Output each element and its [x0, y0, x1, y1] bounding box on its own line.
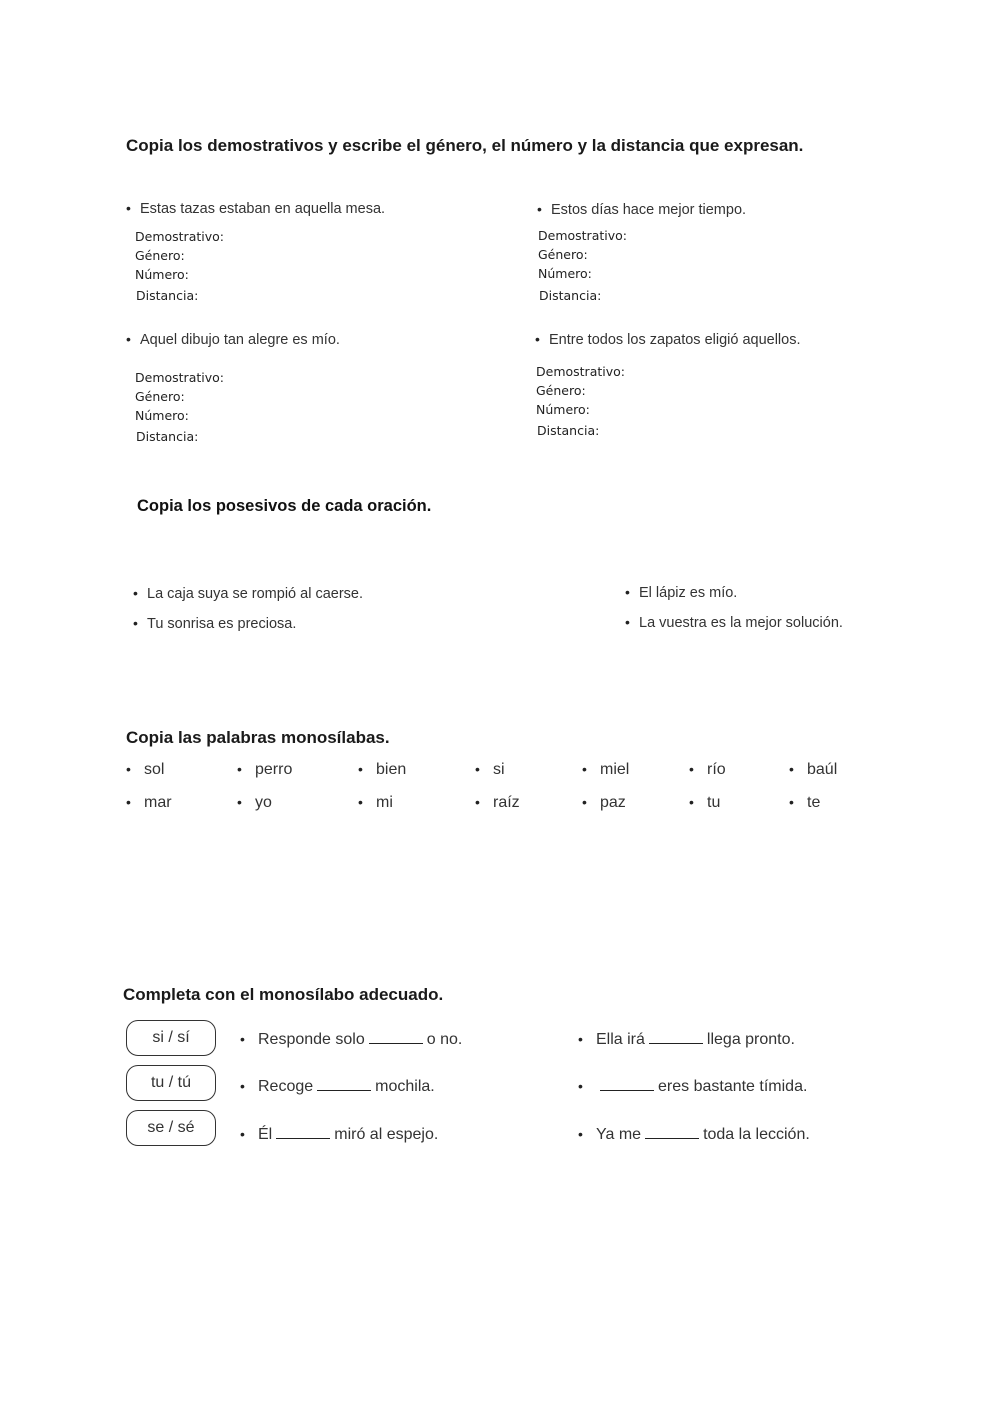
genero-label: Género: [135, 248, 185, 263]
fill-sentence: • Recoge mochila. [240, 1078, 435, 1095]
demonstrative-label: Demostrativo: [135, 370, 224, 385]
answer-blank[interactable] [645, 1137, 699, 1139]
bullet-icon: • [578, 1126, 583, 1142]
bullet-icon: • [126, 200, 131, 216]
bullet-icon: • [240, 1031, 245, 1047]
word-item [475, 794, 520, 812]
bullet-icon: • [237, 761, 242, 777]
demonstrative-label: Demostrativo: [536, 364, 625, 379]
bullet-icon: • [789, 761, 794, 777]
bullet-icon: • [689, 761, 694, 777]
possessive-item [133, 585, 363, 602]
answer-blank[interactable] [369, 1042, 423, 1044]
possessives-heading: Copia los posesivos de cada oración. [137, 497, 432, 515]
demonstrative-item [126, 200, 385, 217]
bullet-icon: • [133, 615, 138, 631]
demonstrative-label: Demostrativo: [135, 229, 224, 244]
distancia-label: Distancia: [539, 288, 602, 303]
word-item [237, 794, 272, 812]
word-text: mi [376, 794, 393, 811]
word-text: bien [376, 761, 407, 778]
word-text: paz [600, 794, 626, 811]
word-item [582, 794, 626, 812]
word-item [358, 761, 406, 779]
bullet-icon: • [126, 761, 131, 777]
answer-blank[interactable] [600, 1089, 654, 1091]
word-item [689, 761, 726, 779]
distancia-label: Distancia: [136, 429, 199, 444]
possessive-sentence: La caja suya se rompió al caerse. [147, 586, 363, 602]
monosyllables-heading: Copia las palabras monosílabas. [126, 728, 390, 747]
bullet-icon: • [240, 1078, 245, 1094]
word-item [789, 761, 837, 779]
bullet-icon: • [535, 331, 540, 347]
word-text: raíz [493, 794, 520, 811]
demonstrative-sentence: Aquel dibujo tan alegre es mío. [140, 332, 340, 348]
bullet-icon: • [358, 761, 363, 777]
fill-sentence: • Ella irá llega pronto. [578, 1031, 795, 1048]
demonstrative-sentence: Estas tazas estaban en aquella mesa. [140, 201, 386, 217]
word-text: te [807, 794, 821, 811]
possessive-item [133, 615, 296, 632]
word-text: baúl [807, 761, 838, 778]
option-si: si / sí [126, 1020, 216, 1056]
demonstrative-item [126, 331, 340, 348]
word-text: sol [144, 761, 165, 778]
answer-blank[interactable] [276, 1137, 330, 1139]
bullet-icon: • [578, 1031, 583, 1047]
bullet-icon: • [582, 794, 587, 810]
genero-label: Género: [135, 389, 185, 404]
word-text: mar [144, 794, 172, 811]
bullet-icon: • [126, 794, 131, 810]
numero-label: Número: [135, 408, 189, 423]
word-text: yo [255, 794, 272, 811]
word-text: miel [600, 761, 630, 778]
bullet-icon: • [689, 794, 694, 810]
word-text: tu [707, 794, 721, 811]
complete-heading: Completa con el monosílabo adecuado. [123, 985, 444, 1004]
possessive-sentence: El lápiz es mío. [639, 585, 738, 601]
word-text: perro [255, 761, 293, 778]
bullet-icon: • [237, 794, 242, 810]
fill-sentence: • Ya me toda la lección. [578, 1126, 810, 1143]
word-item [475, 761, 505, 779]
bullet-icon: • [625, 614, 630, 630]
demonstrative-sentence: Estos días hace mejor tiempo. [551, 202, 747, 218]
option-se: se / sé [126, 1110, 216, 1146]
numero-label: Número: [538, 266, 592, 281]
fill-sentence: • eres bastante tímida. [578, 1078, 808, 1095]
word-item [789, 794, 820, 812]
answer-blank[interactable] [649, 1042, 703, 1044]
demonstrative-label: Demostrativo: [538, 228, 627, 243]
option-tu: tu / tú [126, 1065, 216, 1101]
word-item [126, 761, 164, 779]
word-item [358, 794, 393, 812]
bullet-icon: • [578, 1078, 583, 1094]
bullet-icon: • [475, 761, 480, 777]
distancia-label: Distancia: [136, 288, 199, 303]
word-text: río [707, 761, 726, 778]
bullet-icon: • [789, 794, 794, 810]
genero-label: Género: [538, 247, 588, 262]
demonstratives-heading: Copia los demostrativos y escribe el género, el número y la distancia que expresan. [126, 136, 804, 155]
bullet-icon: • [625, 584, 630, 600]
demonstrative-item [535, 331, 801, 348]
possessive-sentence: La vuestra es la mejor solución. [639, 615, 843, 631]
distancia-label: Distancia: [537, 423, 600, 438]
numero-label: Número: [536, 402, 590, 417]
bullet-icon: • [133, 585, 138, 601]
answer-blank[interactable] [317, 1089, 371, 1091]
bullet-icon: • [358, 794, 363, 810]
fill-sentence: • Responde solo o no. [240, 1031, 463, 1048]
fill-sentence: • Él miró al espejo. [240, 1126, 439, 1143]
numero-label: Número: [135, 267, 189, 282]
word-text: si [493, 761, 505, 778]
word-item [689, 794, 720, 812]
bullet-icon: • [126, 331, 131, 347]
genero-label: Género: [536, 383, 586, 398]
word-item [582, 761, 629, 779]
possessive-sentence: Tu sonrisa es preciosa. [147, 616, 297, 632]
bullet-icon: • [240, 1126, 245, 1142]
bullet-icon: • [537, 201, 542, 217]
possessive-item [625, 584, 737, 601]
word-item [126, 794, 172, 812]
word-item [237, 761, 292, 779]
possessive-item [625, 614, 843, 631]
demonstrative-item [537, 201, 746, 218]
demonstrative-sentence: Entre todos los zapatos eligió aquellos. [549, 332, 801, 348]
bullet-icon: • [582, 761, 587, 777]
bullet-icon: • [475, 794, 480, 810]
